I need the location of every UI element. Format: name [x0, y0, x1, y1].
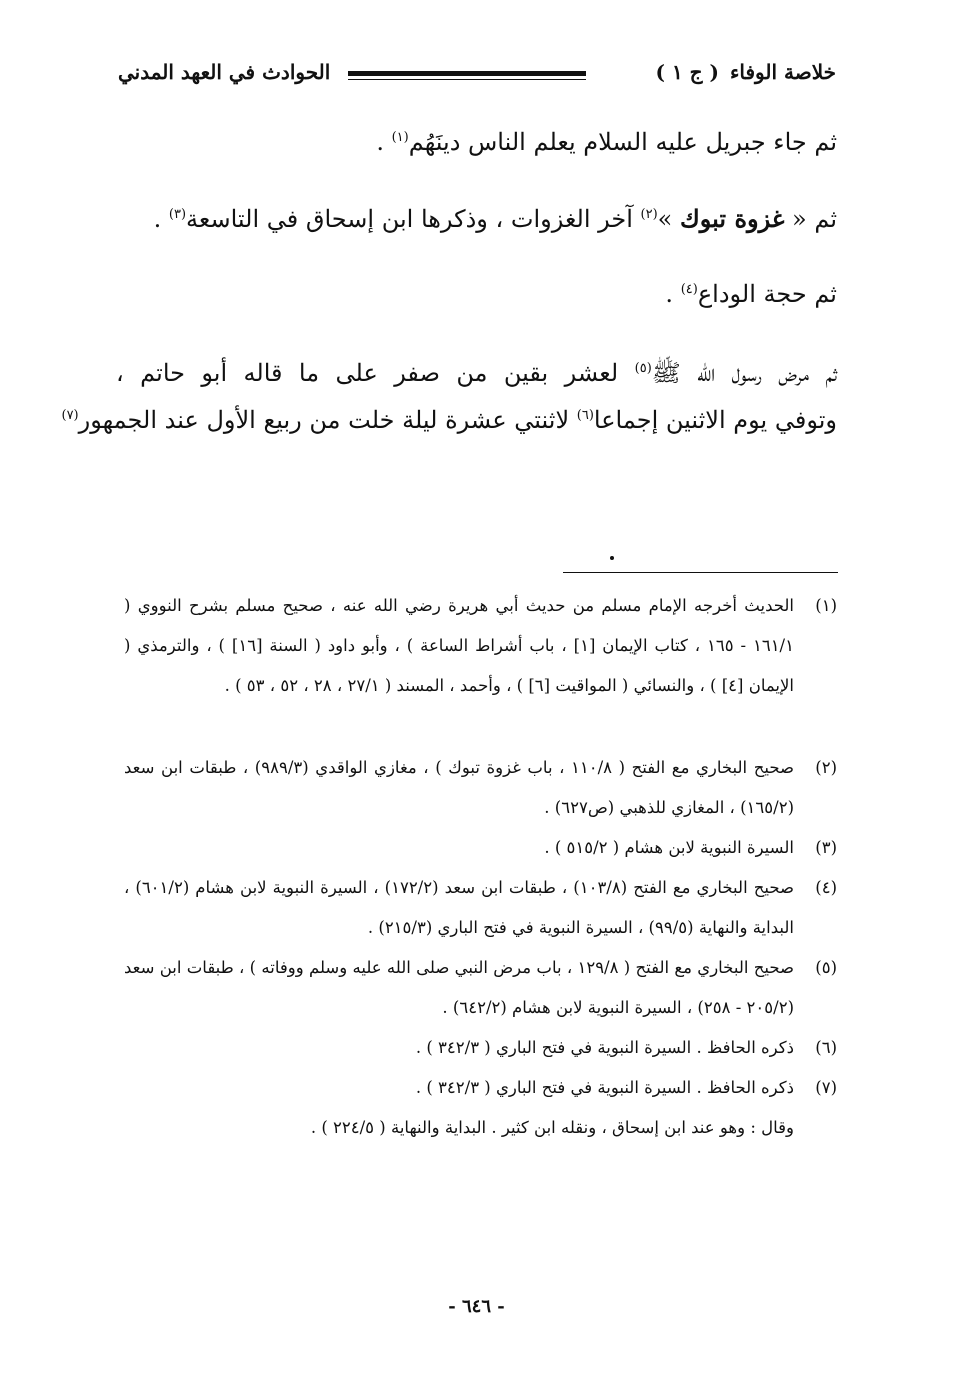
body-line-5 — [61, 406, 837, 434]
body-text: ثم مرض رسول الله ﷺ — [651, 359, 838, 387]
footnote-ref[interactable]: (٢) — [640, 207, 658, 222]
body-text: ثم « — [784, 205, 837, 233]
footnote-text: ذكره الحافظ . السيرة النبوية في فتح الباري ( ٣٤٢/٣ ) . — [415, 1038, 794, 1057]
header-rule — [348, 71, 586, 76]
footnote-number: (٤) — [815, 878, 837, 897]
body-text: ثم جاء جبريل عليه السلام يعلم الناس دينَهُم — [408, 128, 837, 156]
body-line-3 — [665, 280, 837, 308]
separator-dot — [610, 556, 614, 560]
footnote-text: صحيح البخاري مع الفتح ( ١٢٩/٨ ، باب مرض النبي صلى الله عليه وسلم ووفاته ) ، طبقات ابن سعد (٢٠٥/٢ - ٢٥٨) ، السيرة النبوية لابن هشام (٦٤٢/٢) . — [124, 958, 795, 1017]
running-header — [118, 58, 836, 92]
footnote-7-continued — [124, 1108, 837, 1148]
footnote-ref[interactable]: (٥) — [634, 361, 652, 376]
emphasis-text: غزوة تبوك — [679, 204, 785, 233]
footnote-3 — [124, 828, 837, 868]
footnote-2 — [124, 748, 837, 828]
book-title: خلاصة الوفاء — [729, 60, 836, 84]
body-text: آخر الغزوات ، وذكرها ابن إسحاق في التاسعة — [186, 205, 641, 233]
footnote-ref[interactable]: (٦) — [576, 408, 594, 423]
footnote-ref[interactable]: (٤) — [680, 282, 698, 297]
body-line-2 — [154, 204, 837, 233]
footnote-text: وقال : وهو عند ابن إسحاق ، ونقله ابن كثير . البداية والنهاية ( ٢٢٤/٥ ) . — [310, 1118, 794, 1137]
footnote-separator — [563, 572, 838, 573]
header-section-title: الحوادث في العهد المدني — [118, 60, 331, 84]
footnote-ref[interactable]: (٧) — [61, 408, 79, 423]
footnote-ref[interactable]: (١) — [391, 130, 409, 145]
footnote-4 — [124, 868, 837, 948]
body-text: » — [657, 205, 680, 233]
footnote-5 — [124, 948, 837, 1028]
footnote-number: (٧) — [815, 1078, 837, 1097]
footnote-text: الحديث أخرجه الإمام مسلم من حديث أبي هريرة رضي الله عنه ، صحيح مسلم بشرح النووي ( ١٦١/١ - ١٦٥ ، كتاب الإيمان [١] ، باب أشراط الساعة ) ، وأبو داود ( السنة [١٦] ) ، والترمذي ( الإيمان [٤] ) ، والنسائي ( المواقيت [٦] ) ، وأحمد ، المسند ( ٢٧/١ ، ٢٨ ، ٥٢ ، ٥٣ ) . — [124, 596, 794, 695]
header-rule-thin — [348, 79, 586, 80]
page-number: - ٦٤٦ - — [448, 1296, 505, 1317]
body-text: . — [153, 205, 169, 233]
body-text: ثم حجة الوداع — [697, 280, 837, 308]
footnote-ref[interactable]: (٣) — [168, 207, 187, 222]
body-text: . — [376, 128, 392, 156]
volume-label: ( ج ١ ) — [655, 60, 720, 84]
body-text: وتوفي يوم الاثنين إجماعا — [593, 406, 837, 434]
footnote-text: صحيح البخاري مع الفتح ( ١١٠/٨ ، باب غزوة تبوك ) ، مغازي الواقدي (٩٨٩/٣) ، طبقات ابن سعد (١٦٥/٢) ، المغازي للذهبي (ص٦٢٧) . — [124, 758, 794, 817]
footnote-number: (٣) — [815, 838, 837, 857]
body-line-4 — [116, 358, 837, 393]
footnote-number: (٥) — [815, 958, 837, 977]
footnote-1 — [124, 586, 837, 706]
body-text: . — [665, 280, 681, 308]
footnote-number: (٢) — [815, 758, 837, 777]
footnote-6 — [124, 1028, 837, 1068]
footnote-number: (١) — [815, 596, 837, 615]
header-book-title — [656, 60, 836, 84]
footnote-text: السيرة النبوية لابن هشام ( ٥١٥/٢ ) . — [544, 838, 794, 857]
body-text: لاثنتي عشرة ليلة خلت من ربيع الأول عند الجمهور — [78, 406, 577, 434]
footnote-text: صحيح البخاري مع الفتح (١٠٣/٨) ، طبقات ابن سعد (١٧٢/٢) ، السيرة النبوية لابن هشام (٦٠١/٢) ، البداية والنهاية (٩٩/٥) ، السيرة النبوية في فتح الباري (٢١٥/٣) . — [124, 878, 794, 937]
footnote-number: (٦) — [815, 1038, 837, 1057]
body-text: لعشر بقين من صفر على ما قاله أبو حاتم ، — [116, 359, 635, 387]
footnote-7 — [124, 1068, 837, 1108]
footnote-text: ذكره الحافظ . السيرة النبوية في فتح الباري ( ٣٤٢/٣ ) . — [415, 1078, 794, 1097]
body-line-1 — [376, 128, 837, 156]
